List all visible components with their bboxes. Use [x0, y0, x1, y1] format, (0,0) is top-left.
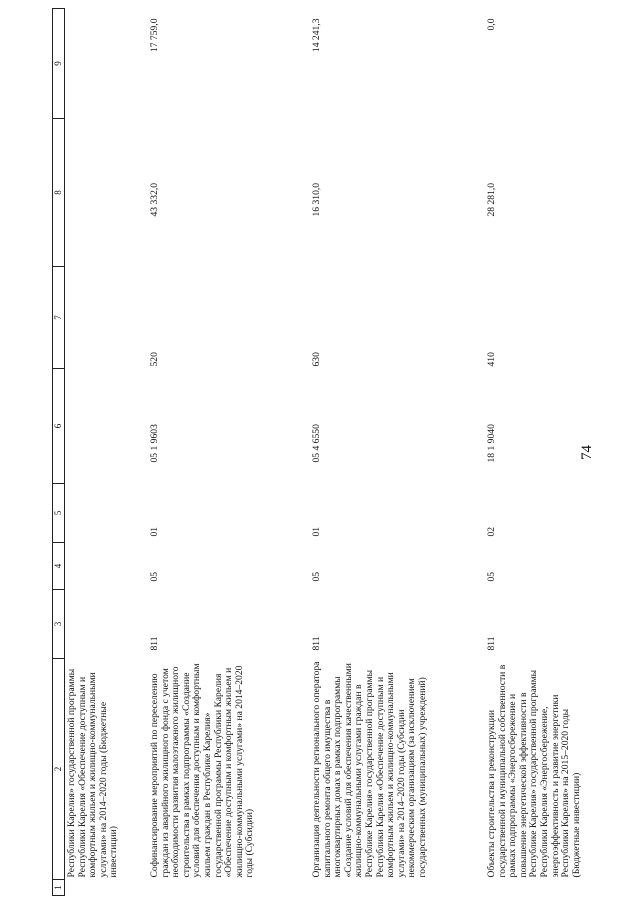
expense-type-code [65, 267, 149, 369]
expense-type-code: 410 [486, 352, 497, 367]
column-number: 2 [53, 659, 65, 880]
ministry-code: 811 [149, 636, 160, 651]
column-number: 6 [53, 369, 65, 484]
target-article-code: 05 4 6550 [311, 424, 322, 463]
section-code: 05 [149, 571, 160, 582]
page-number: 74 [579, 445, 595, 460]
target-article-code: 18 1 9040 [486, 424, 497, 463]
table-row [65, 9, 149, 896]
column-number: 5 [53, 484, 65, 543]
row-index [148, 880, 310, 896]
target-article-code [65, 369, 149, 484]
amount-2 [65, 9, 149, 119]
amount-1: 43 332,0 [149, 182, 160, 217]
item-description: Объекты строительства и реконструкции государственной и муниципальной собственности в рамках подпрограммы «Энергосбережение и повышение энергетической эффективности в Республике Карелия» государственной программы Республики Карелия «Энергосбережение, энергоэффективность и развитие энергетики Республики Карелия» на 2015–2020 годы (Бюджетные инвестиции) [486, 664, 582, 878]
section-code [65, 543, 149, 590]
row-index [310, 880, 485, 896]
expense-type-code: 520 [149, 352, 160, 367]
subsection-code: 02 [486, 526, 497, 537]
column-number: 4 [53, 543, 65, 590]
amount-2: 14 241,3 [311, 18, 322, 53]
budget-table [52, 8, 627, 896]
subsection-code: 01 [149, 526, 160, 537]
amount-1: 16 310,0 [311, 182, 322, 217]
row-index [485, 880, 627, 896]
ministry-code: 811 [311, 636, 322, 651]
column-number: 7 [53, 267, 65, 369]
column-number-row [53, 9, 65, 896]
amount-1: 28 281,0 [486, 182, 497, 217]
ministry-code [65, 590, 149, 659]
row-index [65, 880, 149, 896]
item-description: Софинансирование мероприятий по переселению граждан из аварийного жилищного фонда с учетом необходимости развития малоэтажного жилищного строительства в рамках подпрограммы «Создание условий для обеспечения доступным и комфортным жильем граждан в Республике Карелия» государственной программы Республики Карелия «Обеспечение доступным и комфортным жильем и жилищно-коммунальными услугами» на 2014–2020 годы (Субсидии) [149, 663, 256, 878]
item-description: Организация деятельности регионального оператора капитального ремонта общего имущества в многоквартирных домах в рамках подпрограммы «Создание условий для обеспечения качественными жилищно-коммунальными услугами граждан в Республике Карелия» государственной программы Республики Карелия «Обеспечение доступным и комфортным жильем и жилищно-коммунальными услугами» на 2014–2020 годы (Субсидии некоммерческим организациям (за исключением государственных (муниципальных) учреждений) [311, 661, 428, 878]
table-row [310, 9, 485, 896]
expense-type-code: 630 [311, 352, 322, 367]
table-row [148, 9, 310, 896]
amount-2: 17 759,0 [149, 18, 160, 53]
section-code: 05 [486, 571, 497, 582]
ministry-code: 811 [486, 636, 497, 651]
item-description: Республики Карелия» государственной программы Республики Карелия «Обеспечение доступным и комфортным жильем и жилищно-коммунальными услугами» на 2014–2020 годы (Бюджетные инвестиции) [66, 668, 120, 878]
amount-2: 0,0 [486, 18, 497, 31]
subsection-code [65, 484, 149, 543]
column-number: 1 [53, 880, 65, 896]
column-number: 8 [53, 119, 65, 267]
amount-1 [65, 119, 149, 267]
column-number: 9 [53, 9, 65, 119]
subsection-code: 01 [311, 526, 322, 537]
target-article-code: 05 1 9603 [149, 424, 160, 463]
column-number: 3 [53, 590, 65, 659]
table-row [485, 9, 627, 896]
section-code: 05 [311, 571, 322, 582]
